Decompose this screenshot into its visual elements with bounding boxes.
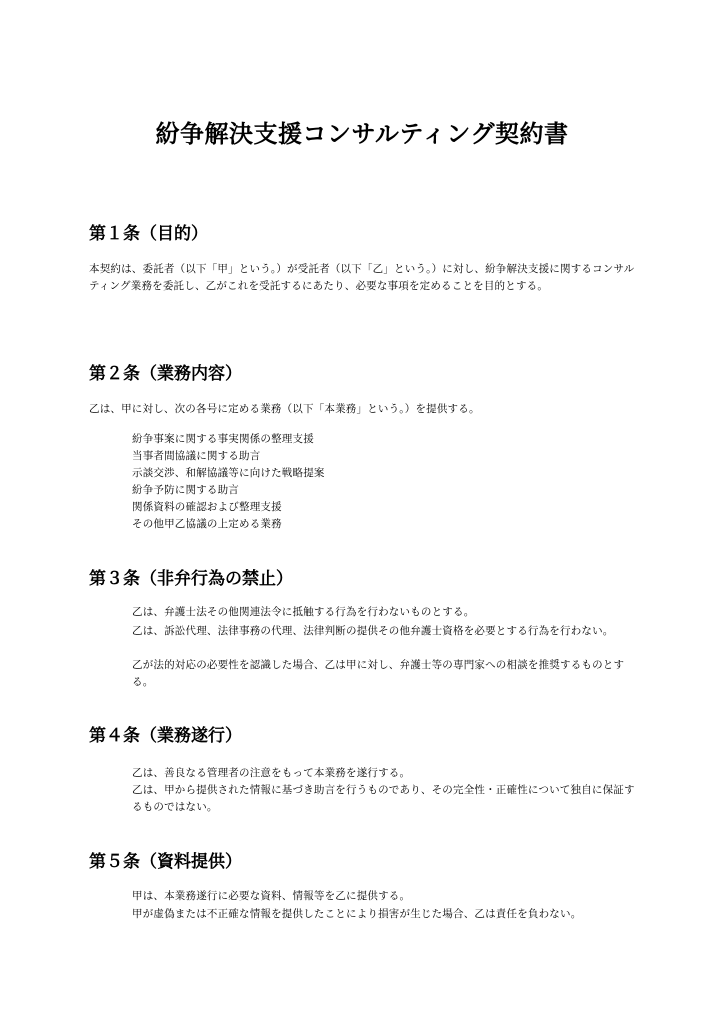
article-2-paragraph-1: 乙は、甲に対し、次の各号に定める業務（以下「本業務」という。）を提供する。 — [89, 403, 480, 415]
article-1-heading: 第１条（目的） — [89, 224, 208, 244]
article-3-heading: 第３条（非弁行為の禁止） — [89, 569, 293, 589]
list-item: その他甲乙協議の上定める業務 — [132, 518, 282, 530]
list-item: 示談交渉、和解協議等に向けた戦略提案 — [132, 467, 325, 479]
article-4-paragraph-2: 乙は、甲から提供された情報に基づき助言を行うものであり、その完全性・正確性について独自に保証するものではない。 — [132, 784, 635, 813]
article-5-paragraph-2: 甲が虚偽または不正確な情報を提供したことにより損害が生じた場合、乙は責任を負わない。 — [132, 908, 582, 920]
document-title: 紛争解決支援コンサルティング契約書 — [155, 120, 569, 148]
article-2-item-list — [132, 431, 325, 533]
article-4-paragraph-1: 乙は、善良なる管理者の注意をもって本業務を遂行する。 — [132, 767, 411, 779]
list-item: 紛争事案に関する事実関係の整理支援 — [132, 433, 314, 445]
article-5-paragraph-1: 甲は、本業務遂行に必要な資料、情報等を乙に提供する。 — [132, 890, 411, 902]
article-3-paragraph-2: 乙は、訴訟代理、法律事務の代理、法律判断の提供その他弁護士資格を必要とする行為を行わない。 — [132, 625, 614, 637]
article-3-paragraph-1: 乙は、弁護士法その他関連法令に抵触する行為を行わないものとする。 — [132, 606, 475, 618]
list-item: 当事者間協議に関する助言 — [132, 450, 261, 462]
article-5-heading: 第５条（資料提供） — [89, 852, 242, 872]
article-1-paragraph-1: 本契約は、委託者（以下「甲」という。）が受託者（以下「乙」という。）に対し、紛争解決支援に関するコンサルティング業務を委託し、乙がこれを受託するにあたり、必要な事項を定めることを目的とする。 — [89, 263, 635, 292]
article-3-paragraph-3: 乙が法的対応の必要性を認識した場合、乙は甲に対し、弁護士等の専門家への相談を推奨するものとする。 — [132, 659, 625, 688]
article-2-heading: 第２条（業務内容） — [89, 364, 242, 384]
article-4-heading: 第４条（業務遂行） — [89, 726, 242, 746]
list-item: 紛争予防に関する助言 — [132, 484, 239, 496]
list-item: 関係資料の確認および整理支援 — [132, 501, 282, 513]
